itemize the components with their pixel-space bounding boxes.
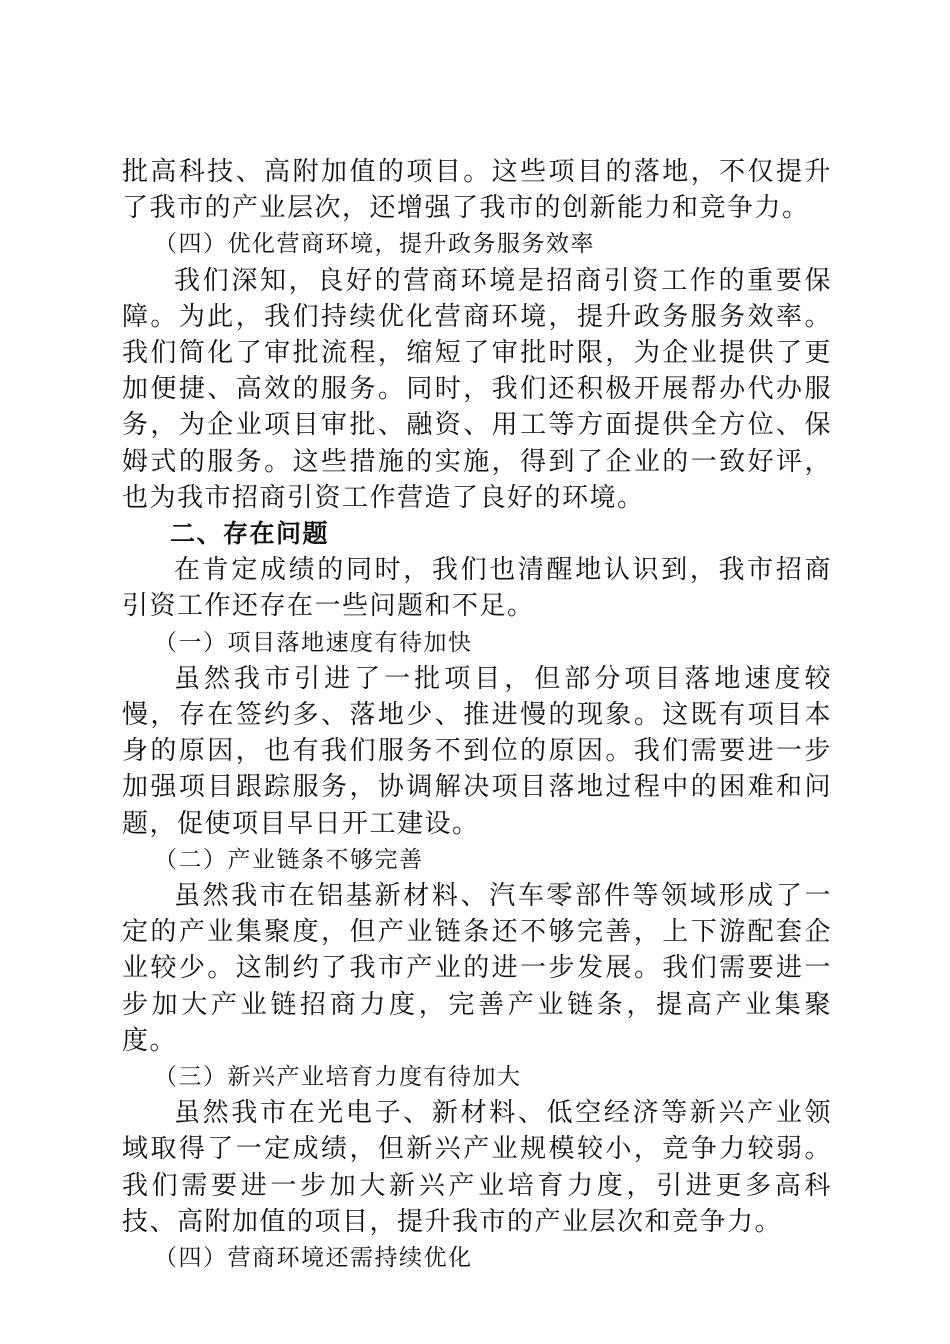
paragraph-emerging-industries: 虽然我市在光电子、新材料、低空经济等新兴产业领域取得了一定成绩，但新兴产业规模较小，竞争力较弱。我们需要进一步加大新兴产业培育力度，引进更多高科技、高附加值的项目，提升我市的产业层次和竞争力。 [122, 1098, 832, 1237]
subheading-industry-chain: （二）产业链条不够完善 [154, 846, 424, 873]
section-heading-problems: 二、存在问题 [170, 519, 330, 549]
paragraph-project-speed: 虽然我市引进了一批项目，但部分项目落地速度较慢，存在签约多、落地少、推进慢的现象。这既有项目本身的原因，也有我们服务不到位的原因。我们需要进一步加强项目跟踪服务，协调解决项目落地过程中的困难和问题，促使项目早日开工建设。 [122, 663, 832, 839]
subheading-business-environment: （四）营商环境还需持续优化 [154, 1245, 473, 1272]
paragraph-continued: 批高科技、高附加值的项目。这些项目的落地，不仅提升了我市的产业层次，还增强了我市的创新能力和竞争力。 [122, 157, 832, 224]
subheading-optimize-environment: （四）优化营商环境，提升政务服务效率 [154, 231, 595, 258]
subheading-emerging-industries: （三）新兴产业培育力度有待加大 [154, 1064, 522, 1091]
document-body [122, 154, 832, 1276]
paragraph-problems-intro: 在肯定成绩的同时，我们也清醒地认识到，我市招商引资工作还存在一些问题和不足。 [122, 555, 832, 622]
subheading-project-speed: （一）项目落地速度有待加快 [154, 629, 473, 656]
paragraph-environment: 我们深知，良好的营商环境是招商引资工作的重要保障。为此，我们持续优化营商环境，提升政务服务效率。我们简化了审批流程，缩短了审批时限，为企业提供了更加便捷、高效的服务。同时，我们还积极开展帮办代办服务，为企业项目审批、融资、用工等方面提供全方位、保姆式的服务。这些措施的实施，得到了企业的一致好评，也为我市招商引资工作营造了良好的环境。 [122, 265, 832, 513]
paragraph-industry-chain: 虽然我市在铝基新材料、汽车零部件等领域形成了一定的产业集聚度，但产业链条还不够完善，上下游配套企业较少。这制约了我市产业的进一步发展。我们需要进一步加大产业链招商力度，完善产业链条，提高产业集聚度。 [122, 881, 832, 1056]
